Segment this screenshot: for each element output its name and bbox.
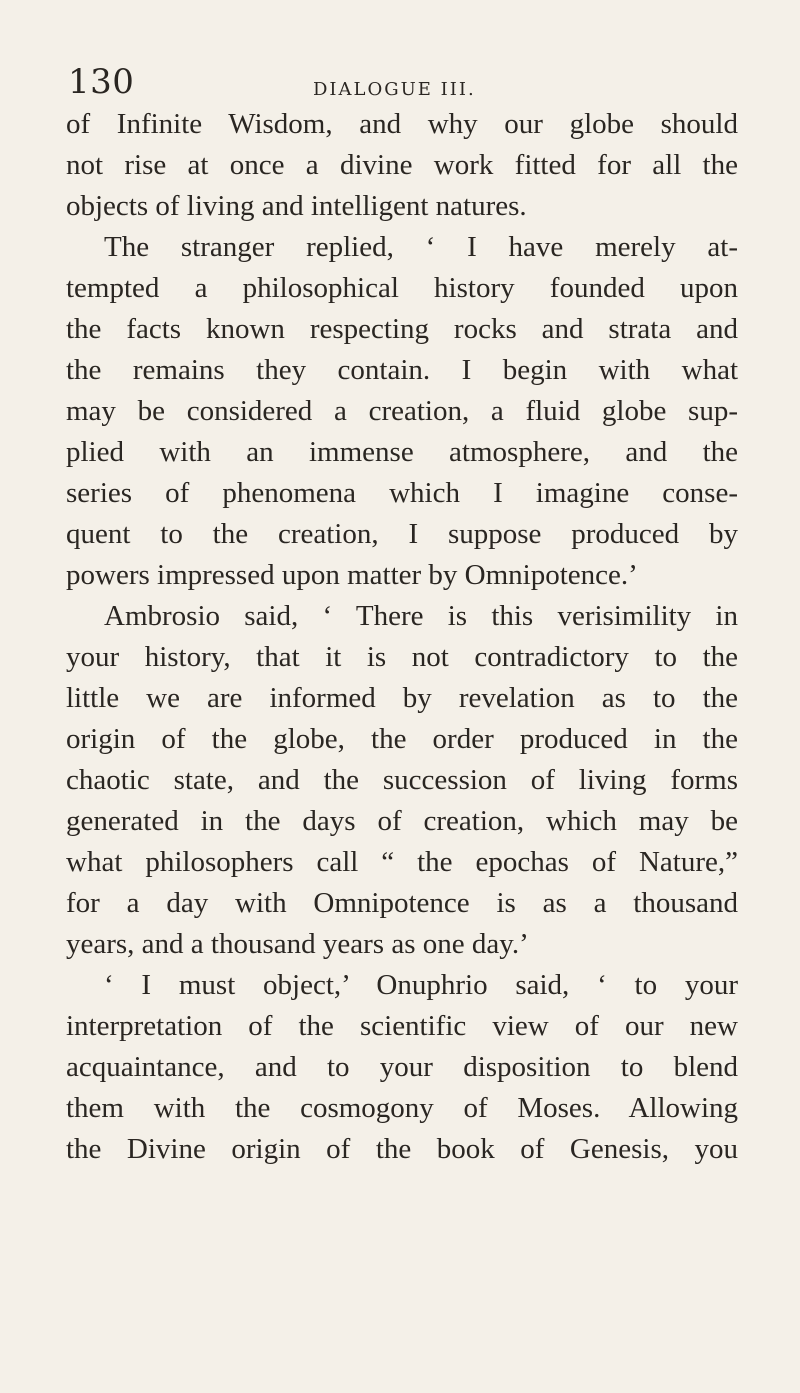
- text-line: acquaintance, and to your disposition to blend: [66, 1051, 738, 1083]
- text-line: plied with an immense atmosphere, and the: [66, 436, 738, 468]
- text-line: tempted a philosophical history founded upon: [66, 272, 738, 304]
- text-line: the remains they contain. I begin with what: [66, 354, 738, 386]
- text-line: quent to the creation, I suppose produced by: [66, 518, 738, 550]
- text-line: interpretation of the scientific view of our new: [66, 1010, 738, 1042]
- text-line: years, and a thousand years as one day.’: [66, 928, 529, 960]
- text-line: for a day with Omnipotence is as a thousand: [66, 887, 738, 919]
- body-text: [66, 104, 738, 1170]
- text-line: what philosophers call “ the epochas of Nature,”: [66, 846, 738, 878]
- text-line: your history, that it is not contradictory to the: [66, 641, 738, 673]
- text-line: may be considered a creation, a fluid globe sup-: [66, 395, 738, 427]
- text-line: powers impressed upon matter by Omnipotence.’: [66, 559, 638, 591]
- text-line: origin of the globe, the order produced in the: [66, 723, 738, 755]
- text-line: of Infinite Wisdom, and why our globe should: [66, 108, 738, 140]
- text-line: not rise at once a divine work fitted for all the: [66, 149, 738, 181]
- text-line: Ambrosio said, ‘ There is this verisimility in: [104, 600, 738, 632]
- running-title: DIALOGUE III.: [313, 79, 476, 100]
- text-line: series of phenomena which I imagine conse-: [66, 477, 738, 509]
- text-line: the Divine origin of the book of Genesis, you: [66, 1133, 738, 1165]
- text-line: little we are informed by revelation as to the: [66, 682, 738, 714]
- text-line: ‘ I must object,’ Onuphrio said, ‘ to your: [104, 969, 738, 1001]
- text-line: chaotic state, and the succession of living forms: [66, 764, 738, 796]
- text-line: them with the cosmogony of Moses. Allowing: [66, 1092, 738, 1124]
- text-line: the facts known respecting rocks and strata and: [66, 313, 738, 345]
- text-line: objects of living and intelligent natures.: [66, 190, 527, 222]
- text-line: generated in the days of creation, which may be: [66, 805, 738, 837]
- page-number: 130: [68, 62, 135, 102]
- running-head: [68, 62, 736, 105]
- text-line: The stranger replied, ‘ I have merely at-: [104, 231, 738, 263]
